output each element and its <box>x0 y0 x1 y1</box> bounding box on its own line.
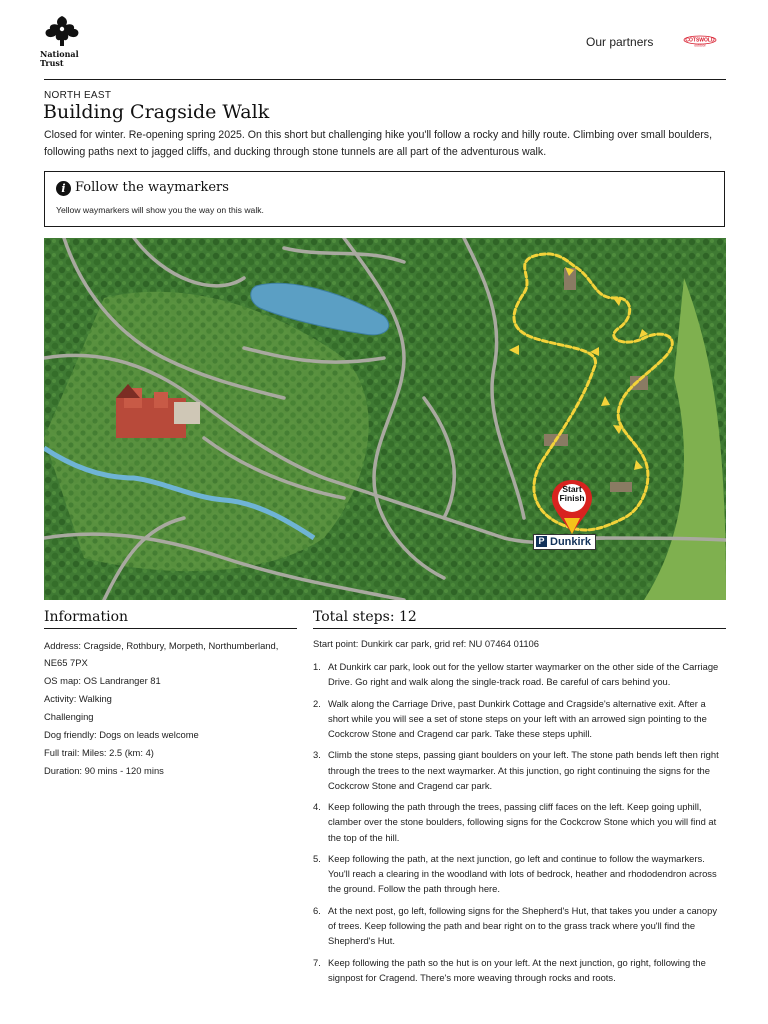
step-item <box>313 851 726 897</box>
step-number: 6. <box>313 904 321 916</box>
info-address: Address: Cragside, Rothbury, Morpeth, Northumberland, NE65 7PX <box>44 640 279 668</box>
start-finish-pin[interactable] <box>556 485 588 503</box>
partner-logo-text: COTSWOLD <box>685 37 715 44</box>
callout-text: Yellow waymarkers will show you the way on this walk. <box>56 205 264 215</box>
step-text: Keep following the path, at the next junction, go left and continue to follow the waymarkers. You'll reach a clearing in the woodland with lots of bedrock, heather and rhododendron across the ground. Follow the path through here. <box>328 852 717 895</box>
partners-link[interactable]: Our partners <box>586 35 654 49</box>
step-number: 4. <box>313 801 321 813</box>
step-item <box>313 903 726 949</box>
intro-text: Closed for winter. Re-opening spring 2025. On this short but challenging hike you'll follow a rocky and hilly route. Climbing over small boulders, following paths next to jagged cliffs, and ducking through stone tunnels are all part of the adventurous walk. <box>44 129 713 158</box>
logo-text-national: National <box>40 49 79 59</box>
step-text: At the next post, go left, following signs for the Shepherd's Hut, that takes you under a canopy of trees. Keep following the path and bear right on to the grass track where you'll find the Shepherd's Hut. <box>328 904 718 947</box>
step-text: Keep following the path through the trees, passing cliff faces on the left. Keep going uphill, clamber over the stone boulders, following signs for the Cockcrow Stone which you will find at the top of the hill. <box>328 801 717 843</box>
info-activity: Activity: Walking <box>44 693 112 704</box>
steps-heading: Total steps: 12 <box>313 609 417 625</box>
step-item <box>313 799 726 845</box>
dunkirk-parking-label[interactable] <box>533 534 596 550</box>
parking-icon: P <box>536 536 547 547</box>
parking-label-text: Dunkirk <box>550 536 591 548</box>
step-item <box>313 659 726 689</box>
step-item <box>313 747 726 793</box>
step-text: Walk along the Carriage Drive, past Dunkirk Cottage and Cragside's alternative exit. After a short while you will see a set of stone steps on your left with an arrowed sign pointing to the Cockcrow Stone and Cragend car park. Take these steps uphill. <box>328 697 707 739</box>
info-dog-friendly: Dog friendly: Dogs on leads welcome <box>44 729 199 740</box>
step-number: 1. <box>313 661 321 672</box>
logo-text-trust: Trust <box>40 58 64 68</box>
step-text: Keep following the path so the hut is on your left. At the next junction, go right, following the signpost for Cragend. There's more weaving through rocks and roots. <box>328 956 706 983</box>
dunkirk-cottage <box>610 482 632 492</box>
information-divider <box>44 628 297 629</box>
national-trust-logo[interactable] <box>40 14 84 68</box>
partner-logo-subtext: outdoor <box>694 43 706 48</box>
info-full-trail: Full trail: Miles: 2.5 (km: 4) <box>44 747 154 758</box>
page-title: Building Cragside Walk <box>43 101 270 123</box>
information-heading: Information <box>44 609 129 625</box>
step-item <box>313 696 726 742</box>
info-duration: Duration: 90 mins - 120 mins <box>44 765 164 776</box>
start-point: Start point: Dunkirk car park, grid ref: NU 07464 01106 <box>313 638 539 649</box>
shepherds-hut <box>630 376 648 390</box>
steps-list <box>313 659 726 991</box>
step-number: 5. <box>313 852 321 864</box>
callout-title: Follow the waymarkers <box>75 180 229 195</box>
pin-label-start: Start <box>562 484 582 494</box>
header-divider <box>44 79 726 80</box>
region-label: NORTH EAST <box>44 90 112 101</box>
walk-map[interactable] <box>44 238 726 600</box>
step-text: Climb the stone steps, passing giant boulders on your left. The stone path bends left then right through the trees to the next waymarker. At this junction, go right continuing the signs for the Cockcrow Stone and Cragend car park. <box>328 749 719 791</box>
cotswold-outdoor-logo[interactable] <box>682 34 718 48</box>
waymarker-callout <box>44 171 725 227</box>
step-number: 2. <box>313 697 321 709</box>
oak-leaf-icon <box>40 14 84 48</box>
info-difficulty: Challenging <box>44 711 94 722</box>
information-list <box>44 637 297 780</box>
step-item <box>313 955 726 985</box>
info-icon: i <box>56 181 71 196</box>
step-number: 3. <box>313 749 321 761</box>
steps-divider <box>313 628 726 629</box>
pin-label-finish: Finish <box>559 493 585 503</box>
step-number: 7. <box>313 956 321 968</box>
page-header <box>0 0 768 80</box>
info-os-map: OS map: OS Landranger 81 <box>44 675 161 686</box>
step-text: At Dunkirk car park, look out for the yellow starter waymarker on the other side of the Carriage Drive. Go right and walk along the single-track road. Be careful of cars behind you. <box>328 661 719 688</box>
